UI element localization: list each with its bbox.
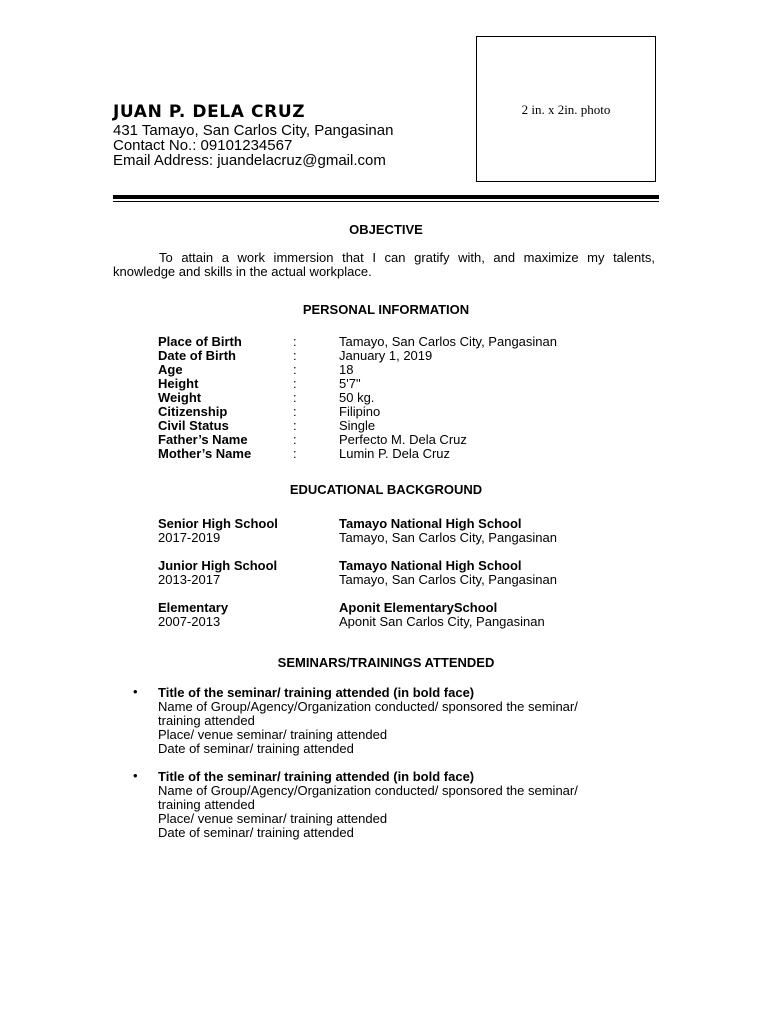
seminar-date: Date of seminar/ training attended xyxy=(158,741,354,756)
info-row-place-of-birth xyxy=(0,335,768,349)
education-level: Senior High School xyxy=(158,516,278,531)
header-divider-thick xyxy=(113,195,659,199)
info-value: 5'7" xyxy=(339,376,361,391)
seminar-item xyxy=(133,768,658,840)
seminar-item xyxy=(133,684,658,756)
seminar-title: Title of the seminar/ training attended (in bold face) xyxy=(158,769,475,784)
info-value: Perfecto M. Dela Cruz xyxy=(339,432,467,447)
info-colon: : xyxy=(293,404,297,419)
objective-text: To attain a work immersion that I can gratify with, and maximize my talents, knowledge and skills in the actual workplace. xyxy=(113,250,655,279)
info-value: Tamayo, San Carlos City, Pangasinan xyxy=(339,334,557,349)
education-level: Elementary xyxy=(158,600,229,615)
seminar-venue: Place/ venue seminar/ training attended xyxy=(158,727,388,742)
info-label: Mother’s Name xyxy=(158,446,252,461)
info-row-age xyxy=(0,363,768,377)
info-row-fathers-name xyxy=(0,433,768,447)
info-colon: : xyxy=(293,348,297,363)
seminars-heading: SEMINARS/TRAININGS ATTENDED xyxy=(277,655,495,670)
address-line: 431 Tamayo, San Carlos City, Pangasinan xyxy=(113,122,394,139)
photo-placeholder xyxy=(476,36,656,182)
info-label: Father’s Name xyxy=(158,432,248,447)
info-colon: : xyxy=(293,334,297,349)
seminar-organizer-cont: training attended xyxy=(158,797,255,812)
info-label: Place of Birth xyxy=(158,334,242,349)
info-colon: : xyxy=(293,390,297,405)
personal-info-heading: PERSONAL INFORMATION xyxy=(302,302,470,317)
info-colon: : xyxy=(293,376,297,391)
applicant-name: JUAN P. DELA CRUZ xyxy=(113,102,306,122)
bullet-icon: • xyxy=(133,768,138,783)
info-row-height xyxy=(0,377,768,391)
info-colon: : xyxy=(293,418,297,433)
bullet-icon: • xyxy=(133,684,138,699)
info-row-mothers-name xyxy=(0,447,768,461)
info-value: Lumin P. Dela Cruz xyxy=(339,446,451,461)
education-level: Junior High School xyxy=(158,558,278,573)
info-colon: : xyxy=(293,432,297,447)
info-value: Single xyxy=(339,418,376,433)
info-colon: : xyxy=(293,362,297,377)
school-address: Tamayo, San Carlos City, Pangasinan xyxy=(339,572,557,587)
school-address: Tamayo, San Carlos City, Pangasinan xyxy=(339,530,557,545)
school-name: Tamayo National High School xyxy=(339,558,522,573)
seminar-title: Title of the seminar/ training attended (in bold face) xyxy=(158,685,475,700)
seminar-venue: Place/ venue seminar/ training attended xyxy=(158,811,388,826)
email-line: Email Address: juandelacruz@gmail.com xyxy=(113,152,386,169)
info-label: Height xyxy=(158,376,199,391)
seminar-organizer-cont: training attended xyxy=(158,713,255,728)
school-years: 2007-2013 xyxy=(158,614,221,629)
info-value: January 1, 2019 xyxy=(339,348,433,363)
school-years: 2013-2017 xyxy=(158,572,221,587)
info-row-weight xyxy=(0,391,768,405)
info-value: 50 kg. xyxy=(339,390,375,405)
info-label: Civil Status xyxy=(158,418,229,433)
info-label: Age xyxy=(158,362,183,377)
education-heading: EDUCATIONAL BACKGROUND xyxy=(289,482,483,497)
info-label: Weight xyxy=(158,390,202,405)
info-colon: : xyxy=(293,446,297,461)
info-label: Date of Birth xyxy=(158,348,236,363)
info-value: Filipino xyxy=(339,404,381,419)
seminar-date: Date of seminar/ training attended xyxy=(158,825,354,840)
school-address: Aponit San Carlos City, Pangasinan xyxy=(339,614,545,629)
photo-label: 2 in. x 2in. photo xyxy=(521,102,611,117)
info-label: Citizenship xyxy=(158,404,228,419)
seminar-organizer: Name of Group/Agency/Organization conducted/ sponsored the seminar/ xyxy=(158,699,578,714)
info-row-date-of-birth xyxy=(0,349,768,363)
seminar-organizer: Name of Group/Agency/Organization conducted/ sponsored the seminar/ xyxy=(158,783,578,798)
school-name: Aponit ElementarySchool xyxy=(339,600,498,615)
header-divider-thin xyxy=(113,201,659,202)
info-value: 18 xyxy=(339,362,354,377)
objective-heading: OBJECTIVE xyxy=(349,222,423,237)
info-row-citizenship xyxy=(0,405,768,419)
school-name: Tamayo National High School xyxy=(339,516,522,531)
info-row-civil-status xyxy=(0,419,768,433)
contact-line: Contact No.: 09101234567 xyxy=(113,137,293,154)
school-years: 2017-2019 xyxy=(158,530,221,545)
